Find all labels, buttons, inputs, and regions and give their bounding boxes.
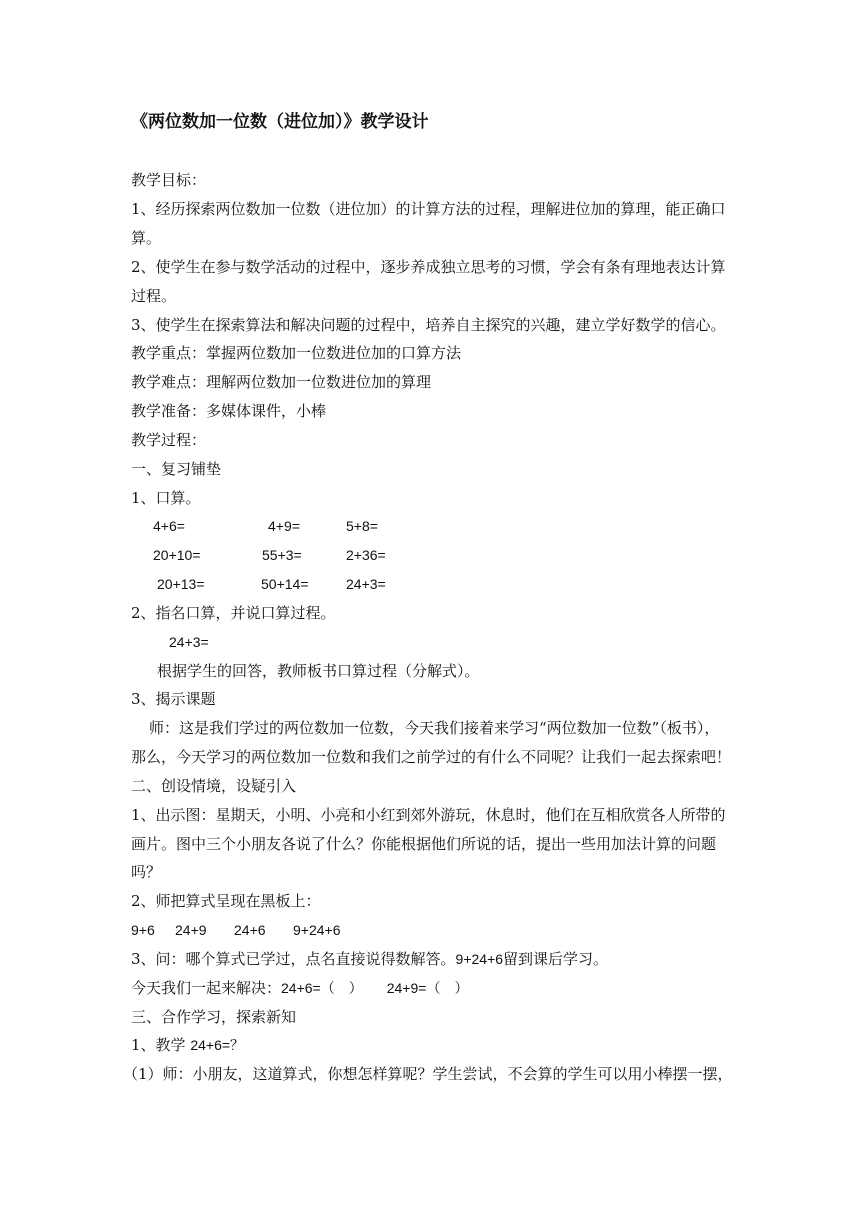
section-1-item-3: 3、揭示课题: [131, 690, 216, 708]
section-3-item-1-sub-1: （1）师：小朋友，这道算式，你想怎样算呢？学生尝试，不会算的学生可以用小棒摆一摆，: [123, 1065, 733, 1083]
goal-2-line-1: 2、使学生在参与数学活动的过程中，逐步养成独立思考的习惯，学会有条有理地表达计算: [131, 258, 726, 276]
difficulty: 教学难点：理解两位数加一位数进位加的算理: [131, 373, 432, 391]
key-point: 教学重点：掌握两位数加一位数进位加的口算方法: [131, 344, 462, 362]
oral-expr: 50+14=: [261, 576, 309, 592]
section-2-heading: 二、创设情境，设疑引入: [131, 777, 297, 795]
process-heading: 教学过程：: [131, 431, 207, 449]
section-1-item-2-note: 根据学生的回答，教师板书口算过程（分解式）。: [157, 662, 480, 680]
goals-heading: 教学目标：: [131, 171, 207, 189]
oral-expr: 5+8=: [346, 518, 378, 534]
section-1-item-3-line-1: 师：这是我们学过的两位数加一位数，今天我们接着来学习“两位数加一位数”（板书），: [149, 719, 720, 737]
section-1-item-1: 1、口算。: [131, 489, 201, 507]
section-3-item-1-expr: 24+6=？: [190, 1037, 245, 1053]
section-2-item-2: 2、师把算式呈现在黑板上：: [131, 892, 321, 910]
board-expr: 24+6: [234, 922, 266, 938]
document-title: 《两位数加一位数（进位加）》教学设计: [131, 112, 429, 132]
section-3-item-1: [131, 1035, 244, 1055]
today-line: [131, 978, 468, 998]
section-1-item-2-expr: 24+3=: [169, 634, 209, 650]
section-1-heading: 一、复习铺垫: [131, 460, 222, 478]
section-3-heading: 三、合作学习，探索新知: [131, 1008, 297, 1026]
goal-2-line-2: 过程。: [131, 287, 177, 305]
section-2-item-3-tail: 留到课后学习。: [503, 950, 609, 968]
section-2-item-1-line-3: 吗？: [131, 863, 162, 881]
today-expr-1: 24+6=（ ）: [281, 980, 363, 996]
section-2-item-3-expr: 9+24+6: [455, 951, 504, 967]
section-1-item-2: 2、指名口算，并说口算过程。: [131, 604, 336, 622]
today-text: 今天我们一起来解决：: [131, 979, 282, 997]
goal-1-line-1: 1、经历探索两位数加一位数（进位加）的计算方法的过程，理解进位加的算理，能正确口: [131, 200, 726, 218]
section-2-item-3: [131, 949, 608, 969]
oral-expr: 20+13=: [157, 576, 205, 592]
board-expr: 9+24+6: [293, 922, 341, 938]
goal-3: 3、使学生在探索算法和解决问题的过程中，培养自主探究的兴趣，建立学好数学的信心。: [131, 316, 726, 334]
board-expr: 9+6: [131, 922, 155, 938]
oral-expr: 24+3=: [346, 576, 386, 592]
oral-expr: 2+36=: [346, 547, 386, 563]
goal-1-line-2: 算。: [131, 229, 162, 247]
oral-expr: 20+10=: [153, 547, 201, 563]
section-2-item-1-line-1: 1、出示图：星期天，小明、小亮和小红到郊外游玩，休息时，他们在互相欣赏各人所带的: [131, 806, 726, 824]
section-3-item-1-text: 1、教学: [131, 1036, 186, 1054]
section-1-item-3-line-2: 那么，今天学习的两位数加一位数和我们之前学过的有什么不同呢？让我们一起去探索吧！: [131, 748, 732, 766]
oral-expr: 55+3=: [262, 547, 302, 563]
preparation: 教学准备：多媒体课件，小棒: [131, 402, 327, 420]
section-2-item-3-text: 3、问：哪个算式已学过，点名直接说得数解答。: [131, 950, 456, 968]
board-expr: 24+9: [175, 922, 207, 938]
today-expr-2: 24+9=（ ）: [386, 980, 469, 996]
oral-expr: 4+9=: [268, 518, 300, 534]
section-2-item-1-line-2: 画片。图中三个小朋友各说了什么？你能根据他们所说的话，提出一些用加法计算的问题: [131, 835, 717, 853]
oral-expr: 4+6=: [153, 518, 185, 534]
